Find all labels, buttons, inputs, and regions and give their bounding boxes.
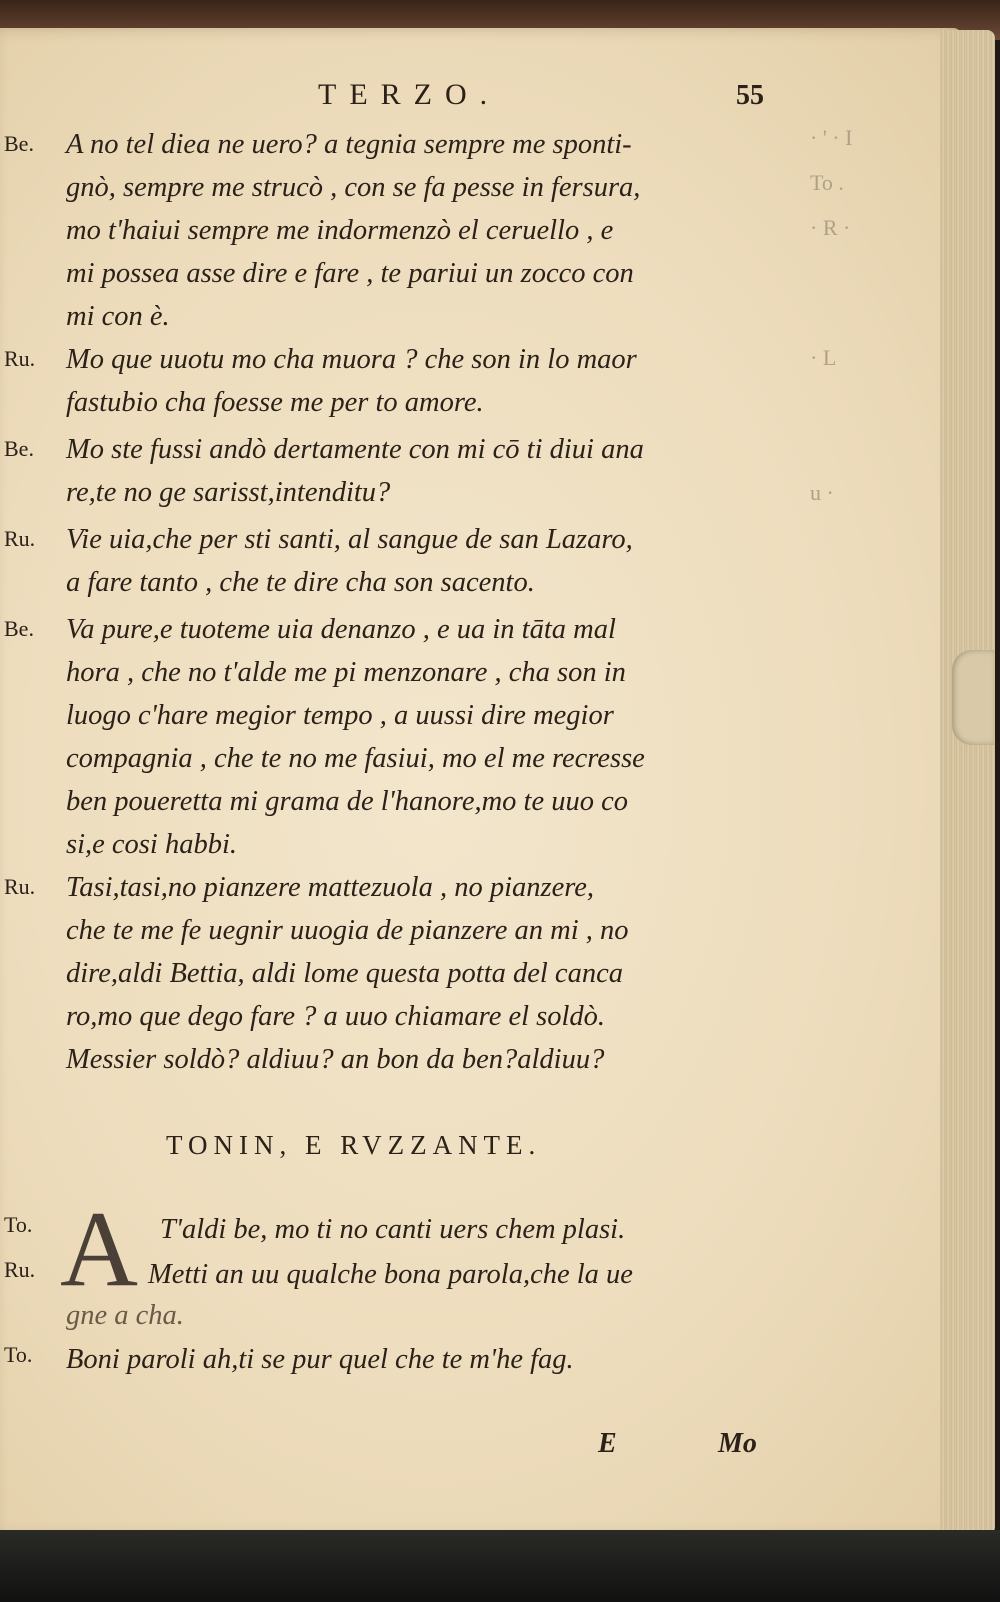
text-line: mi possea asse dire e fare , te pariui un zocco con bbox=[66, 258, 634, 289]
catchword: E bbox=[598, 1428, 617, 1459]
text-line: Va pure,e tuoteme uia denanzo , e ua in tāta mal bbox=[66, 614, 616, 645]
text-line: ro,mo que dego fare ? a uuo chiamare el soldò. bbox=[66, 1001, 606, 1032]
speaker-label: To. bbox=[4, 1342, 33, 1367]
section-heading: TONIN, E RVZZANTE. bbox=[166, 1130, 542, 1160]
speaker-label: Ru. bbox=[4, 874, 36, 899]
book-bottom-edge bbox=[0, 1530, 1000, 1602]
speaker-label: Be. bbox=[4, 131, 34, 156]
speaker-label: Ru. bbox=[4, 526, 36, 551]
text-line: a fare tanto , che te dire cha son sacento. bbox=[66, 567, 535, 598]
page-header bbox=[0, 78, 1000, 128]
text-line: mo t'haiui sempre me indormenzò el ceruello , e bbox=[66, 215, 614, 246]
margin-bleed-text: · ' · I bbox=[810, 125, 853, 150]
speaker-label: Ru. bbox=[4, 1257, 36, 1282]
drop-cap: A bbox=[60, 1190, 138, 1309]
page-stack-edges bbox=[940, 30, 995, 1535]
page-number: 55 bbox=[736, 80, 764, 111]
speaker-label: Be. bbox=[4, 436, 34, 461]
text-line: mi con è. bbox=[66, 301, 170, 332]
text-line: re,te no ge sarisst,intenditu? bbox=[66, 477, 391, 508]
thumb-index-tab bbox=[952, 650, 994, 745]
text-line: compagnia , che te no me fasiui, mo el me recresse bbox=[66, 743, 645, 774]
text-line: fastubio cha foesse me per to amore. bbox=[66, 387, 484, 418]
margin-bleed-text: · R · bbox=[810, 215, 851, 240]
margin-bleed-text: · L bbox=[810, 345, 837, 370]
text-line: T'aldi be, mo ti no canti uers chem plasi. bbox=[160, 1214, 626, 1245]
text-line: Messier soldò? aldiuu? an bon da ben?aldiuu? bbox=[66, 1044, 605, 1075]
text-line: A no tel diea ne uero? a tegnia sempre me sponti- bbox=[66, 129, 632, 160]
speaker-label: Ru. bbox=[4, 346, 36, 371]
text-line: Vie uia,che per sti santi, al sangue de san Lazaro, bbox=[66, 524, 633, 555]
text-line: gne a cha. bbox=[66, 1300, 184, 1331]
catchword: Mo bbox=[718, 1428, 757, 1459]
running-title: TERZO. bbox=[318, 78, 501, 111]
text-line: Mo ste fussi andò dertamente con mi cō ti diui ana bbox=[66, 434, 644, 465]
text-line: Mo que uuotu mo cha muora ? che son in lo maor bbox=[66, 344, 637, 375]
text-line: dire,aldi Bettia, aldi lome questa potta del canca bbox=[66, 958, 623, 989]
text-line: ben poueretta mi grama de l'hanore,mo te uuo co bbox=[66, 786, 629, 817]
text-line: Boni paroli ah,ti se pur quel che te m'he fag. bbox=[66, 1344, 574, 1375]
text-line: hora , che no t'alde me pi menzonare , cha son in bbox=[66, 657, 626, 688]
text-line: Metti an uu qualche bona parola,che la ue bbox=[148, 1259, 633, 1290]
margin-bleed-text: To . bbox=[810, 170, 844, 195]
speaker-label: To. bbox=[4, 1212, 33, 1237]
text-line: luogo c'hare megior tempo , a uussi dire megior bbox=[66, 700, 614, 731]
text-line: Tasi,tasi,no pianzere mattezuola , no pianzere, bbox=[66, 872, 595, 903]
text-line: che te me fe uegnir uuogia de pianzere an mi , no bbox=[66, 915, 629, 946]
text-line: gnò, sempre me strucò , con se fa pesse in fersura, bbox=[66, 172, 641, 203]
text-line: si,e cosi habbi. bbox=[66, 829, 237, 860]
margin-bleed-text: u · bbox=[810, 480, 834, 505]
speaker-label: Be. bbox=[4, 616, 34, 641]
